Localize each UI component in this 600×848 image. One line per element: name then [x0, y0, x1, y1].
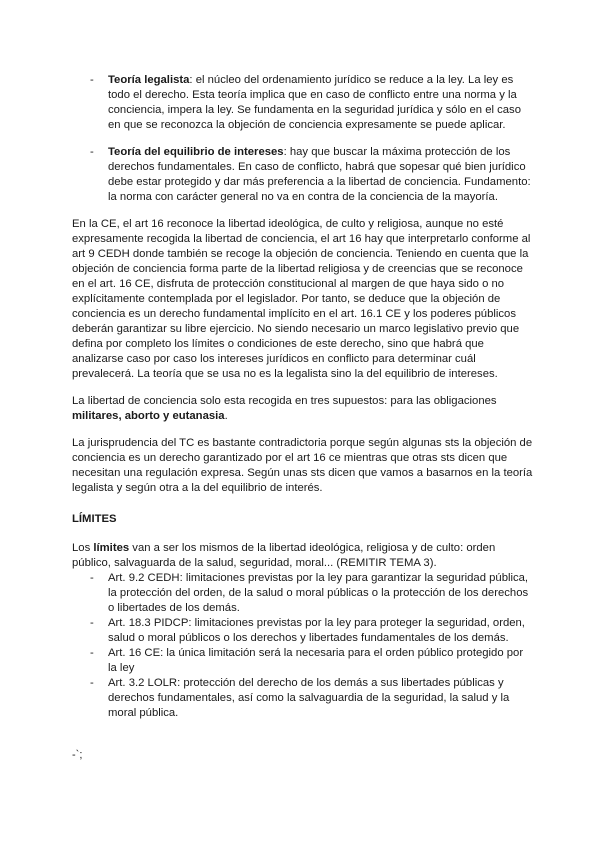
limit-text: Art. 9.2 CEDH: limitaciones previstas por la ley para garantizar la seguridad pública, la protección del orden, de la salud o moral públicas o la protección de los derechos o libertades de los demás.	[108, 572, 529, 614]
bullet-dash: -	[90, 617, 94, 629]
theory-term: Teoría legalista	[108, 74, 190, 86]
bullet-dash: -	[90, 74, 94, 86]
list-item	[72, 616, 534, 646]
list-item	[72, 145, 534, 205]
limit-text: Art. 16 CE: la única limitación será la necesaria para el orden público protegido por la ley	[108, 647, 524, 674]
bullet-dash: -	[90, 572, 94, 584]
limits-list	[72, 571, 534, 721]
intro-bold: límites	[93, 542, 130, 554]
intro-text: van a ser los mismos de la libertad ideológica, religiosa y de culto: orden público, salvaguarda de la salud, seguridad, moral... (REMITIR TEMA 3).	[72, 542, 496, 569]
intro-prefix: Los	[72, 542, 94, 554]
section-heading-limits: LÍMITES	[72, 513, 117, 525]
list-item	[72, 571, 534, 616]
document-page	[72, 73, 534, 721]
paragraph-ce: En la CE, el art 16 reconoce la libertad ideológica, de culto y religiosa, aunque no esté expresamente recogida la libertad de conciencia, el art 16 hay que interpretarlo conforme al art 9 CEDH donde también se recoge la objeción de conciencia. Teniendo en cuenta que la objeción de conciencia forma parte de la libertad religiosa y de creencias que se reconoce en el art. 16 CE, disfruta de protección constitucional al margen de que haya sido o no explícitamente contemplada por el legislador. Por tanto, se deduce que la objeción de conciencia es un derecho fundamental implícito en el art. 16.1 CE y los poderes públicos deberán garantizar su libre ejercicio. No siendo necesario un marco legislativo previo que defina por completo los límites o condiciones de este derecho, sino que habrá que analizarse caso por caso los intereses jurídicos en conflicto para determinar cuál prevalecerá. La teoría que se usa no es la legalista sino la del equilibrio de intereses.	[72, 218, 531, 380]
list-item	[72, 73, 534, 133]
limits-intro	[72, 541, 534, 571]
limit-text: Art. 18.3 PIDCP: limitaciones previstas por la ley para proteger la seguridad, orden, salud o moral públicos o los derechos y libertades fundamentales de los demás.	[108, 617, 525, 644]
theory-list	[72, 73, 534, 205]
bullet-dash: -	[90, 677, 94, 689]
paragraph-bold: militares, aborto y eutanasia	[72, 410, 225, 422]
paragraph-end: .	[224, 410, 228, 422]
footer-mark: -`;	[72, 749, 83, 761]
bullet-dash: -	[90, 146, 94, 158]
paragraph-tc: La jurisprudencia del TC es bastante contradictoria porque según algunas sts la objeción de conciencia es un derecho garantizado por el art 16 ce mientras que otras sts dicen que necesitan una regulación expresa. Según unas sts dicen que vamos a basarnos en la teoría legalista y según otra a la del equilibrio de interés.	[72, 437, 533, 494]
list-item	[72, 676, 534, 721]
theory-text: : el núcleo del ordenamiento jurídico se reduce a la ley. La ley es todo el derecho. Esta teoría implica que en caso de conflicto entre una norma y la conciencia, impera la ley. Se fundamenta en la seguridad jurídica y sólo en el caso en que se reconozca la objeción de conciencia expresamente se puede aplicar.	[108, 74, 521, 131]
theory-text: : hay que buscar la máxima protección de los derechos fundamentales. En caso de conflicto, habrá que sopesar qué bien jurídico debe estar protegido y dar más preferencia a la libertad de conciencia. Fundamento: la norma con carácter general no va en contra de la conciencia de la mayoría.	[108, 146, 531, 203]
theory-term: Teoría del equilibrio de intereses	[108, 146, 284, 158]
paragraph-text: La libertad de conciencia solo esta recogida en tres supuestos: para las obligaciones	[72, 395, 497, 407]
limit-text: Art. 3.2 LOLR: protección del derecho de los demás a sus libertades públicas y derechos fundamentales, así como la salvaguardia de la seguridad, la salud y la moral pública.	[108, 677, 510, 719]
bullet-dash: -	[90, 647, 94, 659]
list-item	[72, 646, 534, 676]
paragraph-supuestos	[72, 394, 534, 424]
